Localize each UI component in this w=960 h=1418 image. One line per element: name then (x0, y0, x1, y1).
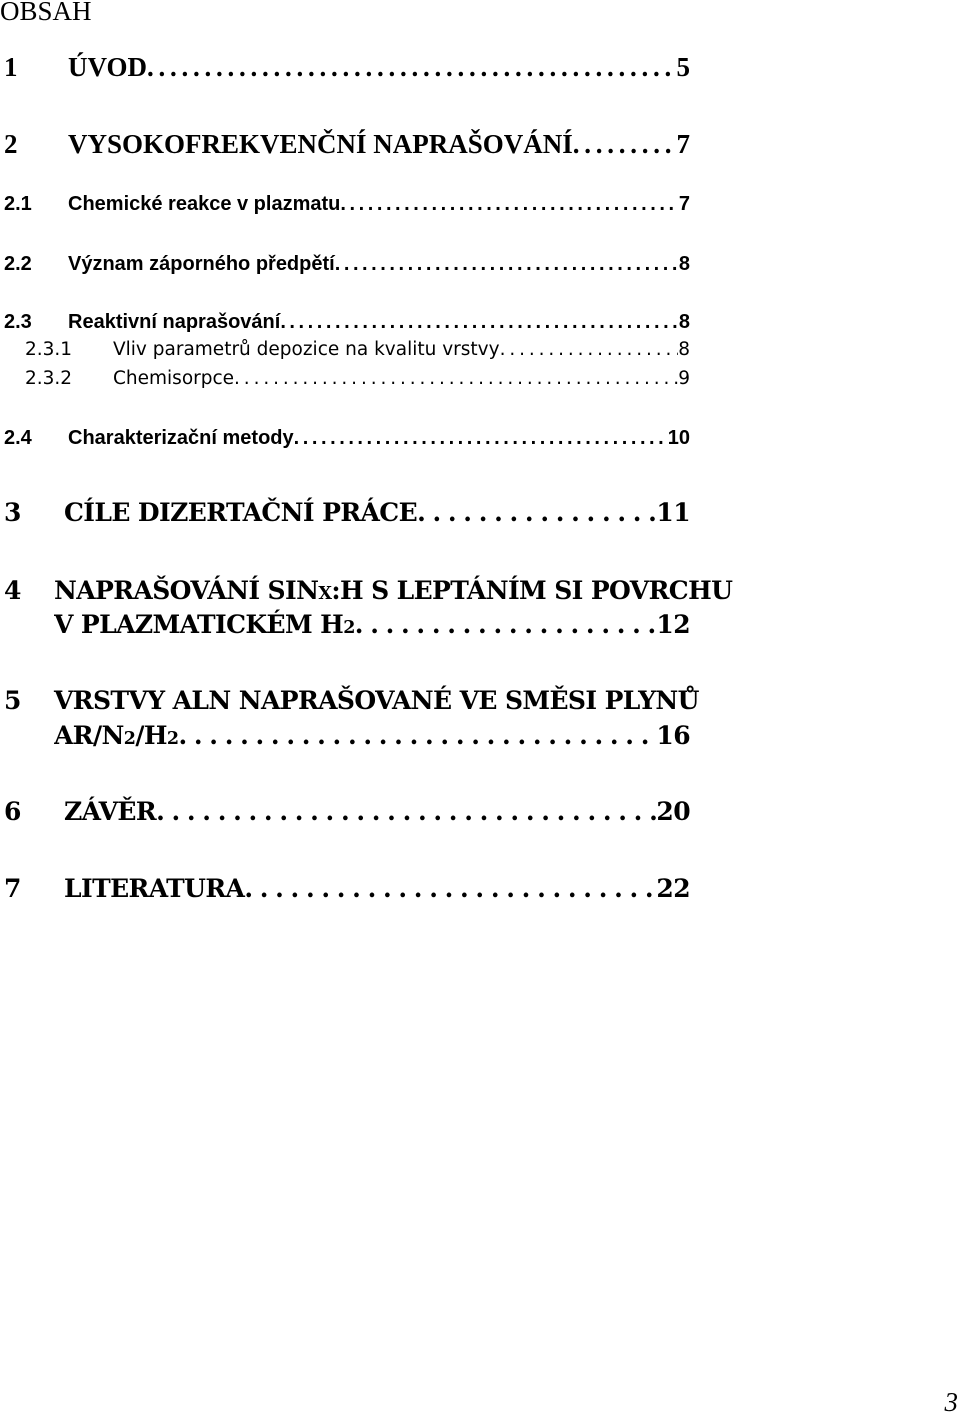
toc-entry-7[interactable] (4, 873, 690, 905)
toc-leader (417, 497, 656, 529)
toc-entry-3[interactable] (4, 497, 690, 529)
toc-title-subscript: 2 (343, 618, 355, 638)
toc-leader (234, 366, 678, 392)
toc-page: 16 (656, 721, 690, 750)
toc-leader (147, 51, 677, 83)
toc-number: 2.3.1 (25, 339, 73, 360)
toc-entry-6[interactable] (4, 796, 690, 828)
toc-page: 20 (656, 797, 690, 826)
toc-leader (178, 720, 656, 752)
toc-page: 7 (676, 129, 690, 159)
toc-page: 11 (656, 498, 690, 527)
toc-leader (500, 337, 679, 363)
toc-title: ÚVOD (68, 52, 147, 82)
toc-title-part: VRSTVY ALN NAPRAŠOVANÉ VE SMĚSI PLYNŮ (54, 686, 699, 715)
toc-title-subscript: 2 (123, 729, 136, 749)
toc-number: 7 (4, 874, 21, 903)
toc-leader (573, 128, 677, 160)
page-title: OBSAH (0, 0, 92, 26)
toc-entry-4-line1 (4, 575, 732, 610)
toc-number: 1 (4, 52, 18, 82)
toc-number: 2.1 (4, 193, 32, 215)
page-number: 3 (944, 1387, 958, 1417)
toc-page: 10 (667, 427, 690, 449)
toc-entry-1[interactable] (4, 51, 690, 83)
toc-number: 5 (4, 686, 21, 715)
toc-title (54, 609, 355, 644)
toc-title: Vliv parametrů depozice na kvalitu vrstvy (113, 339, 500, 360)
toc-page: 9 (678, 368, 690, 389)
toc-title-subscript: 2 (166, 729, 179, 749)
toc-leader (156, 796, 656, 828)
toc-title: Charakterizační metody (68, 427, 294, 449)
toc-number: 6 (4, 797, 21, 826)
toc-number: 2.4 (4, 427, 32, 449)
toc-title: Chemické reakce v plazmatu (68, 193, 341, 215)
toc-leader (335, 251, 679, 277)
toc-number: 2.2 (4, 253, 32, 275)
toc-leader (340, 191, 679, 217)
toc-entry-5-line1 (4, 685, 699, 717)
toc-title-subscript: X (318, 584, 332, 604)
toc-number: 2.3.2 (25, 368, 73, 389)
toc-entry-4-line2 (54, 609, 690, 644)
toc-entry-2-3-1[interactable] (25, 337, 690, 363)
toc-number: 2.3 (4, 311, 32, 333)
toc-title (54, 720, 178, 755)
toc-entry-2-4[interactable] (4, 425, 690, 451)
toc-page: 22 (656, 874, 690, 903)
toc-title-part: AR/N (54, 721, 124, 750)
toc-number: 4 (4, 576, 21, 605)
toc-page: 5 (676, 52, 690, 82)
toc-page: 12 (656, 610, 690, 639)
toc-entry-2[interactable] (4, 128, 690, 160)
toc-page: 7 (678, 193, 690, 215)
toc-number: 2 (4, 129, 18, 159)
toc-title: Reaktivní naprašování (68, 311, 281, 333)
toc-title-part: :H S LEPTÁNÍM SI POVRCHU (331, 576, 733, 605)
toc-entry-2-2[interactable] (4, 251, 690, 277)
toc-entry-5-line2 (54, 720, 690, 755)
toc-number: 3 (4, 498, 21, 527)
toc-title: Chemisorpce (113, 368, 235, 389)
toc-entry-2-3[interactable] (4, 309, 690, 335)
toc-title: LITERATURA (64, 874, 245, 903)
toc-title-part: /H (135, 721, 167, 750)
toc-page: 8 (678, 311, 690, 333)
toc-leader (244, 873, 656, 905)
toc-leader (294, 425, 668, 451)
toc-title: ZÁVĚR (64, 797, 157, 826)
toc-leader (280, 309, 679, 335)
toc-leader (355, 609, 657, 641)
toc-page: 8 (678, 253, 690, 275)
toc-page: 8 (678, 339, 690, 360)
toc-title-part: V PLAZMATICKÉM H (54, 610, 344, 639)
toc-title-part: NAPRAŠOVÁNÍ SIN (54, 576, 319, 605)
toc-entry-2-1[interactable] (4, 191, 690, 217)
toc-title: VYSOKOFREKVENČNÍ NAPRAŠOVÁNÍ (68, 129, 573, 159)
toc-title: CÍLE DIZERTAČNÍ PRÁCE (64, 498, 418, 527)
toc-entry-2-3-2[interactable] (25, 366, 690, 392)
toc-title: Význam záporného předpětí (68, 253, 335, 275)
